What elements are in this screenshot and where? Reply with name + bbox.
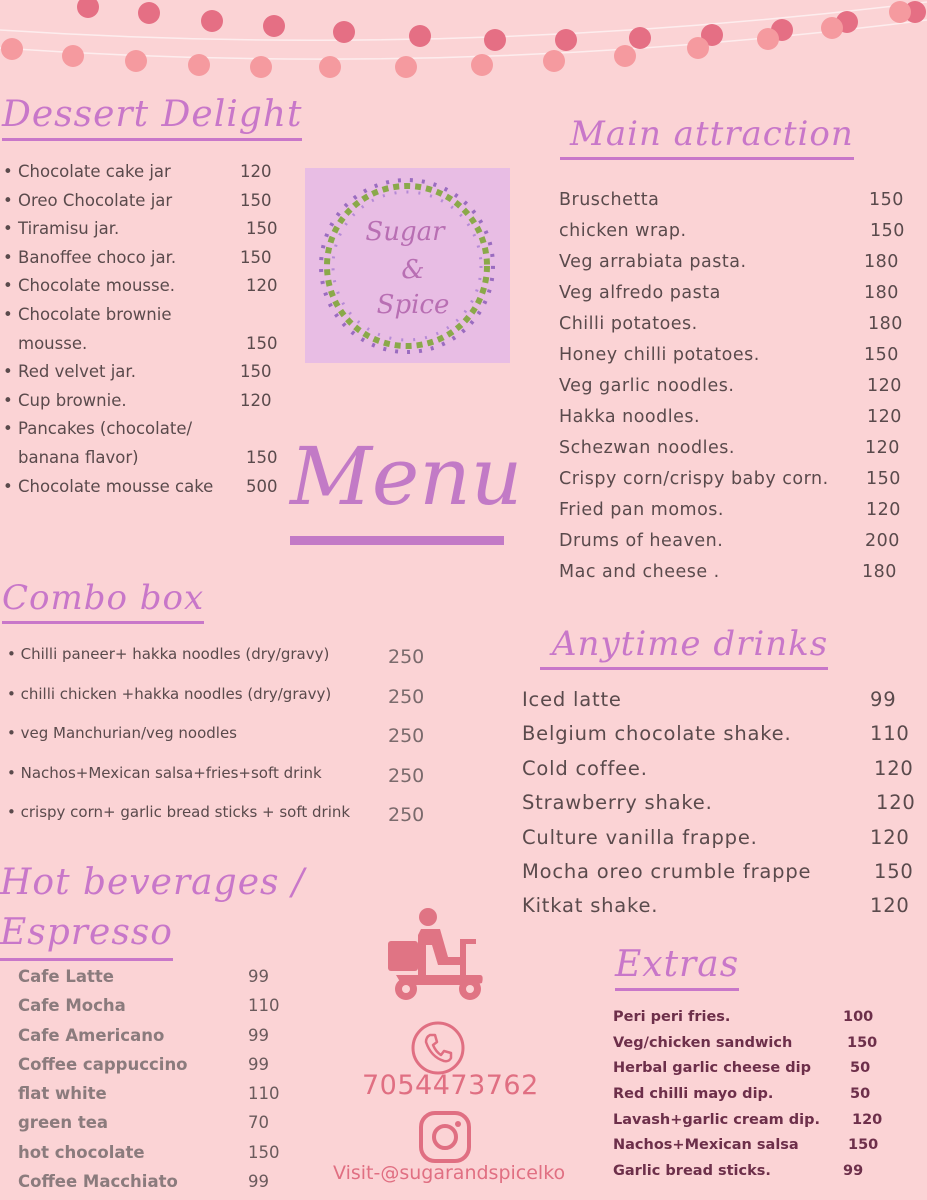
item-price: 150 [240,190,272,210]
logo-line-1: Sugar [365,217,445,247]
item-name: Lavash+garlic cream dip. [613,1111,821,1128]
item-name: Chocolate brownie [18,304,172,324]
item-name: Banoffee choco jar. [18,247,177,267]
list-item [0,723,440,763]
item-price: 50 [850,1086,871,1103]
item-price: 99 [870,688,897,711]
extras-list [613,1005,913,1185]
list-item [18,1138,288,1167]
list-item: • Red velvet jar. 150 [0,358,300,387]
item-price: 150 [240,362,272,382]
list-item [613,1056,913,1082]
item-name: Strawberry shake. [522,791,713,815]
item-price: 150 [246,333,278,353]
list-item [0,444,300,473]
item-price: 150 [864,345,899,365]
list-item [613,1082,913,1108]
hot-heading [0,858,305,961]
item-name: Veg arrabiata pasta. [559,252,747,272]
item-price: 150 [248,1142,280,1162]
list-item [0,684,440,724]
item-price: 120 [867,376,902,396]
item-price: 150 [246,447,278,467]
item-name: Chocolate mousse. [18,276,176,296]
main-underline [560,157,854,160]
item-name: Garlic bread sticks. [613,1163,771,1180]
item-price: 150 [240,247,272,267]
list-item [522,889,922,923]
list-item [18,1167,288,1196]
extras-title: Extras [615,944,740,985]
list-item: • Tiramisu jar. 150 [0,215,300,244]
list-item [559,247,909,278]
drinks-underline [540,667,828,670]
list-item [559,216,909,247]
item-name: mousse. [18,333,88,353]
list-item: • Chocolate cake jar 120 [0,158,300,187]
list-item [522,752,922,786]
list-item [559,526,909,557]
menu-title-underline [290,536,504,545]
item-name: Cold coffee. [522,756,648,780]
list-item [613,1159,913,1185]
item-name: Mac and cheese . [559,562,720,582]
item-name: Hakka noodles. [559,407,701,427]
item-name: Cafe Latte [18,967,114,986]
extras-heading [615,944,739,985]
item-name: Mocha oreo crumble frappe [522,859,812,883]
item-name: Cafe Mocha [18,996,126,1016]
list-item [559,557,909,588]
delivery-scooter-icon [388,905,488,1003]
item-price: 180 [864,252,899,272]
list-item [559,495,909,526]
sugar-and-spice-logo [305,168,510,363]
drinks-heading [552,624,828,664]
item-name: Peri peri fries. [613,1009,731,1025]
item-name: green tea [18,1113,109,1133]
list-item [559,464,909,495]
list-item: • Oreo Chocolate jar 150 [0,187,300,216]
item-name: Schezwan noodles. [559,438,735,458]
list-item: • Chocolate mousse. 120 [0,272,300,301]
list-item [18,1021,288,1050]
item-name: Pancakes (chocolate/ [18,419,193,439]
item-name: Chilli potatoes. [559,314,698,334]
item-name: flat white [18,1084,107,1104]
item-name: banana flavor) [18,447,139,467]
item-price: 250 [388,685,425,708]
list-item: • Chocolate brownie [3,304,172,324]
item-price: 99 [248,1054,269,1074]
list-item [0,802,440,842]
item-price: 99 [248,1025,269,1045]
main-list [559,185,909,588]
list-item [18,1050,288,1079]
main-title: Main attraction [570,114,854,154]
item-name: Red velvet jar. [18,362,136,382]
item-name: Belgium chocolate shake. [522,722,792,746]
hot-list [18,962,288,1196]
item-price: 250 [388,646,425,668]
menu-title: Menu [290,430,523,523]
item-price: 250 [388,764,425,787]
item-name: Cup brownie. [18,390,127,410]
item-name: Kitkat shake. [522,894,659,918]
item-name: • Nachos+Mexican salsa+fries+soft drink [7,763,322,782]
item-price: 120 [246,276,278,296]
list-item [559,185,909,216]
dessert-underline [2,138,302,141]
item-price: 110 [870,722,910,746]
phone-icon [410,1020,466,1076]
combo-title: Combo box [2,578,205,618]
item-price: 120 [876,791,916,815]
item-name: Tiramisu jar. [18,219,120,239]
list-item [559,278,909,309]
item-price: 120 [866,500,901,520]
item-name: Culture vanilla frappe. [522,825,758,849]
list-item [559,433,909,464]
combo-list [0,644,440,842]
phone-number[interactable]: 7054473762 [362,1070,539,1101]
hot-title-line-2: Espresso [0,908,173,961]
list-item [522,855,922,889]
list-item [18,991,288,1020]
item-price: 99 [248,967,269,986]
item-price: 70 [248,1113,269,1133]
list-item [613,1108,913,1134]
item-name: Veg/chicken sandwich [613,1034,793,1051]
list-item [613,1005,913,1031]
item-price: 200 [865,531,900,551]
item-name: Bruschetta [559,190,660,210]
list-item [0,763,440,803]
logo-line-2: & [401,255,425,285]
item-price: 180 [862,562,897,582]
item-price: 150 [866,469,901,489]
list-item [522,821,922,855]
item-price: 110 [248,1084,280,1104]
list-item: • Pancakes (chocolate/ [3,419,193,439]
item-name: • crispy corn+ garlic bread sticks + soft drink [7,803,351,821]
item-name: • veg Manchurian/veg noodles [7,724,237,742]
item-name: Chocolate mousse cake [18,476,214,496]
item-price: 150 [870,221,905,241]
item-name: Iced latte [522,688,622,711]
list-item [522,786,922,820]
logo-line-3: Spice [376,290,450,320]
item-price: 120 [874,756,914,780]
list-item: • Cup brownie. 120 [0,387,300,416]
item-price: 100 [843,1009,874,1025]
item-name: Coffee cappuccino [18,1054,188,1074]
list-item [559,309,909,340]
item-price: 99 [248,1172,269,1192]
list-item [613,1133,913,1159]
item-name: Veg garlic noodles. [559,376,735,396]
list-item [522,683,922,717]
item-price: 99 [843,1163,864,1180]
item-name: • chilli chicken +hakka noodles (dry/gravy) [7,684,332,703]
item-price: 120 [240,390,272,410]
item-price: 120 [852,1111,883,1128]
dessert-list [0,158,300,501]
item-name: Nachos+Mexican salsa [613,1137,799,1154]
item-price: 150 [847,1034,878,1051]
item-name: Fried pan momos. [559,500,724,520]
item-name: Veg alfredo pasta [559,283,721,303]
list-item [18,1108,288,1137]
item-name: Oreo Chocolate jar [18,190,173,210]
item-name: • Chilli paneer+ hakka noodles (dry/gravy) [7,645,330,663]
item-price: 110 [248,996,280,1016]
item-name: Chocolate cake jar [18,162,171,181]
item-price: 150 [848,1137,879,1154]
item-price: 120 [240,162,272,181]
item-price: 120 [870,825,910,849]
item-price: 180 [868,314,903,334]
item-name: hot chocolate [18,1142,145,1162]
list-item [522,717,922,751]
floral-wreath-icon [305,168,510,363]
item-price: 250 [388,725,425,747]
item-name: Drums of heaven. [559,531,724,551]
list-item [0,330,300,359]
drinks-list [522,683,922,924]
list-item [18,1079,288,1108]
list-item [613,1031,913,1057]
item-price: 150 [869,190,904,210]
item-price: 180 [864,283,899,303]
dessert-heading [2,94,302,135]
combo-heading [2,578,204,618]
item-price: 120 [867,407,902,427]
dessert-title: Dessert Delight [2,94,303,135]
list-item [559,402,909,433]
list-item [0,644,440,684]
list-item: • Chocolate mousse cake 500 [0,473,300,502]
item-name: Coffee Macchiato [18,1172,178,1192]
item-price: 150 [874,859,914,883]
item-price: 50 [850,1060,871,1077]
item-name: chicken wrap. [559,221,687,241]
item-price: 120 [865,438,900,458]
list-item: • Banoffee choco jar. 150 [0,244,300,273]
combo-underline [2,621,204,624]
extras-underline [615,988,739,991]
hot-title-line-1: Hot beverages / [0,862,306,903]
instagram-handle[interactable]: Visit-@sugarandspicelko [333,1162,566,1184]
item-name: Crispy corn/crispy baby corn. [559,469,829,489]
item-price: 150 [246,219,278,239]
item-price: 500 [246,476,278,496]
item-name: Honey chilli potatoes. [559,345,760,365]
drinks-title: Anytime drinks [552,624,829,664]
item-price: 120 [870,894,910,918]
item-name: Herbal garlic cheese dip [613,1060,812,1077]
item-price: 250 [388,804,425,826]
item-name: Red chilli mayo dip. [613,1086,774,1103]
list-item [18,962,288,991]
list-item [559,371,909,402]
main-heading [570,114,854,154]
list-item [559,340,909,371]
instagram-icon[interactable] [418,1110,472,1164]
item-name: Cafe Americano [18,1025,165,1045]
